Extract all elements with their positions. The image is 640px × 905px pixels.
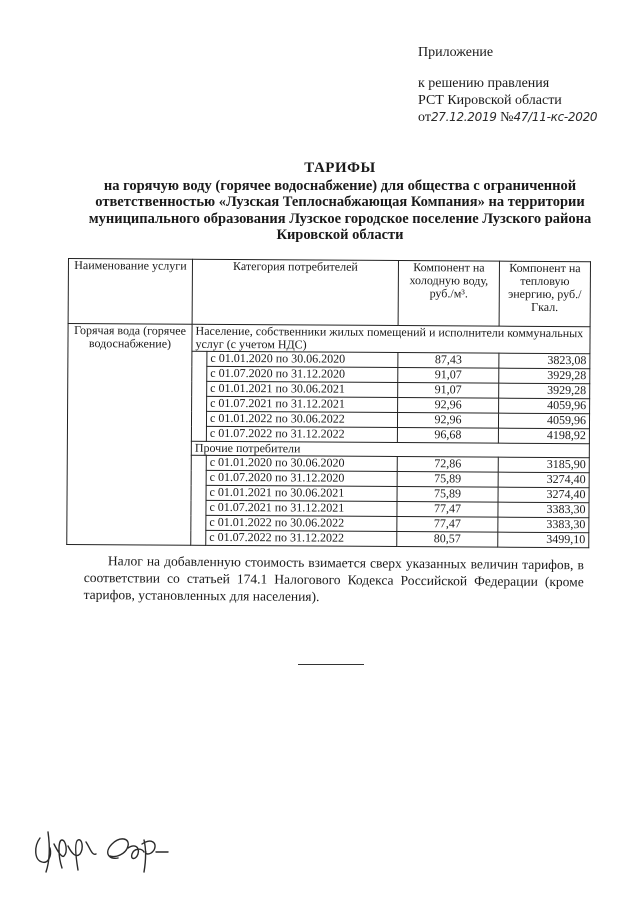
cold-value-cell: 92,96 <box>397 413 498 429</box>
period-cell: с 01.07.2021 по 31.12.2021 <box>207 396 398 412</box>
divider-line <box>298 664 364 665</box>
heat-value-cell: 4198,92 <box>498 428 589 444</box>
handwritten-signature <box>28 826 198 876</box>
number-prefix: № <box>500 110 514 125</box>
handwritten-number: 47/11-кс-2020 <box>513 110 598 124</box>
title-main: ТАРИФЫ <box>304 160 376 176</box>
heat-value-cell: 3929,28 <box>499 368 590 384</box>
cold-value-cell: 77,47 <box>397 502 498 518</box>
period-cell: с 01.07.2021 по 31.12.2021 <box>206 500 397 516</box>
group-label: Прочие потребители <box>191 441 589 457</box>
heat-value-cell: 3274,40 <box>498 472 589 488</box>
cold-value-cell: 91,07 <box>398 383 499 399</box>
cold-value-cell: 87,43 <box>398 353 499 369</box>
appendix-header <box>418 44 597 126</box>
cold-value-cell: 72,86 <box>397 457 498 473</box>
period-cell: с 01.07.2020 по 31.12.2020 <box>206 470 397 486</box>
heat-value-cell: 4059,96 <box>498 413 589 429</box>
period-cell: с 01.01.2020 по 30.06.2020 <box>207 351 398 367</box>
cold-value-cell: 77,47 <box>397 517 498 533</box>
handwritten-date: 27.12.2019 <box>430 110 497 124</box>
cold-value-cell: 75,89 <box>397 487 498 503</box>
appendix-label: Приложение <box>418 45 494 60</box>
service-name-cell: Горячая вода (горячее водоснабжение) <box>67 324 192 546</box>
cold-value-cell: 75,89 <box>397 472 498 488</box>
period-cell: с 01.01.2022 по 30.06.2022 <box>206 411 397 427</box>
header-cold-water-component: Компонент на холодную воду, руб./м³. <box>398 261 499 327</box>
document-title <box>80 160 600 244</box>
period-cell: с 01.07.2020 по 31.12.2020 <box>207 366 398 382</box>
header-service-name: Наименование услуги <box>68 259 192 325</box>
group-row <box>68 324 590 354</box>
cold-value-cell: 80,57 <box>397 532 498 548</box>
heat-value-cell: 3274,40 <box>498 487 589 503</box>
period-cell: с 01.07.2022 по 31.12.2022 <box>206 426 397 442</box>
cold-value-cell: 92,96 <box>398 398 499 414</box>
authority-line: РСТ Кировской области <box>418 93 562 108</box>
tariffs-table <box>66 258 591 548</box>
period-cell: с 01.01.2021 по 30.06.2021 <box>206 485 397 501</box>
heat-value-cell: 3383,30 <box>498 517 589 533</box>
heat-value-cell: 3929,28 <box>499 383 590 399</box>
heat-value-cell: 4059,96 <box>499 398 590 414</box>
header-heat-component: Компонент на тепловую энергию, руб./Гкал. <box>499 261 590 327</box>
cold-value-cell: 91,07 <box>398 368 499 384</box>
heat-value-cell: 3823,08 <box>499 353 590 369</box>
date-number-line <box>418 109 597 126</box>
group-label: Население, собственники жилых помещений и исполнители коммунальных услуг (с учетом НДС) <box>192 324 590 353</box>
cold-value-cell: 96,68 <box>397 428 498 444</box>
period-cell: с 01.01.2021 по 30.06.2021 <box>207 381 398 397</box>
title-subtitle: на горячую воду (горячее водоснабжение) для общества с ограниченной ответственностью «Лузская Теплоснабжающая Компания» на территории муниципального образования Лузское городское поселение Лузского района Кировской области <box>88 177 592 243</box>
period-cell: с 01.01.2020 по 30.06.2020 <box>206 455 397 471</box>
heat-value-cell: 3499,10 <box>498 532 589 548</box>
period-cell: с 01.01.2022 по 30.06.2022 <box>206 515 397 531</box>
vat-note: Налог на добавленную стоимость взимается сверх указанных величин тарифов, в соответствии со статьей 174.1 Налогового Кодекса Российской Федерации (кроме тарифов, установленных для населения). <box>83 553 584 605</box>
decision-line: к решению правления <box>418 76 550 91</box>
date-prefix: от <box>418 110 431 125</box>
header-consumer-category: Категория потребителей <box>192 259 398 325</box>
table-header-row <box>68 259 590 327</box>
heat-value-cell: 3383,30 <box>498 502 589 518</box>
heat-value-cell: 3185,90 <box>498 457 589 473</box>
period-cell: с 01.07.2022 по 31.12.2022 <box>206 530 397 546</box>
